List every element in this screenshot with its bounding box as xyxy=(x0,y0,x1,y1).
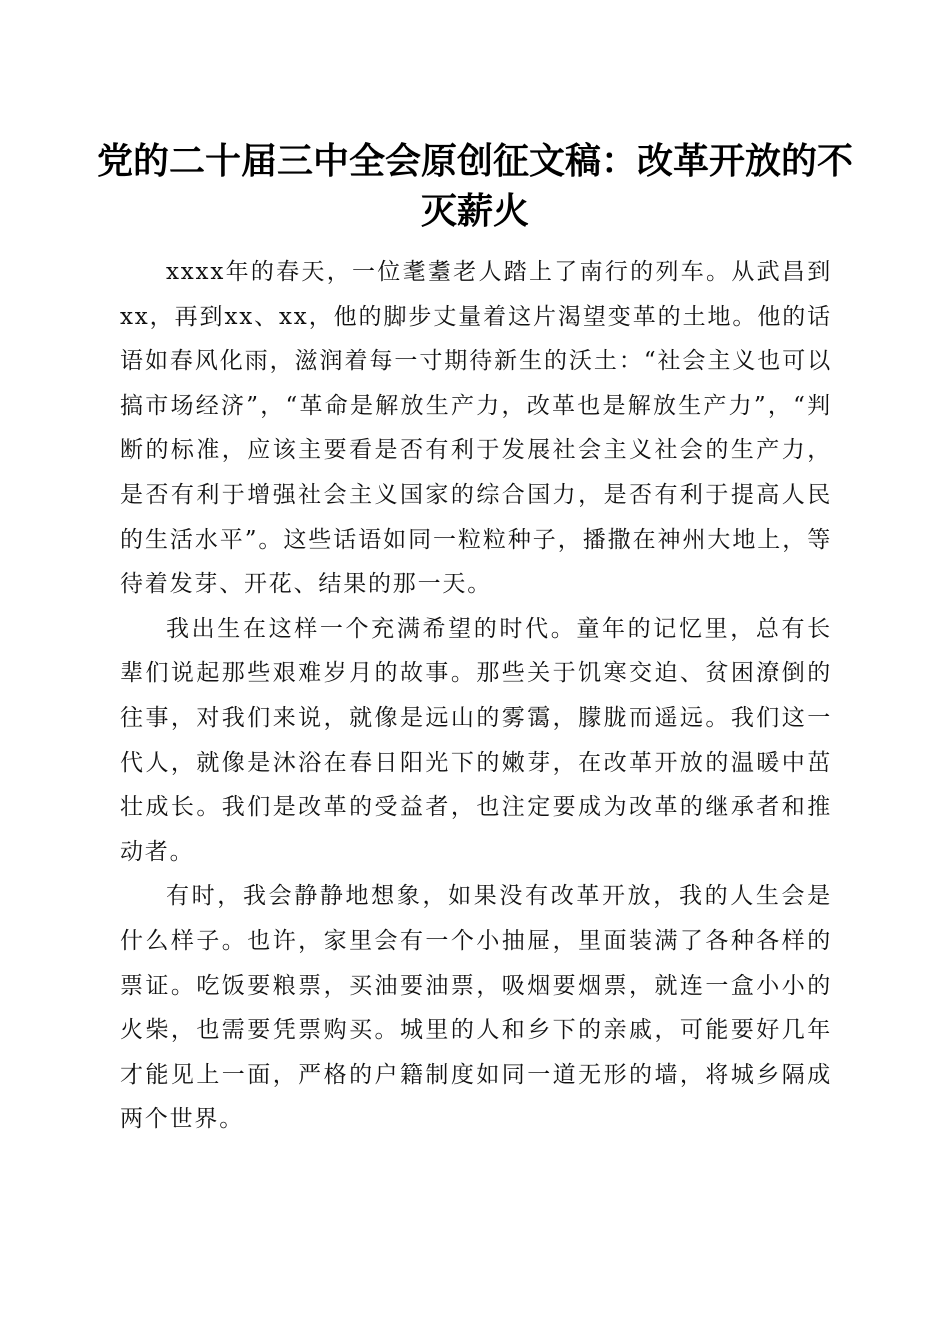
paragraph: xxxx年的春天，一位耄耋老人踏上了南行的列车。从武昌到xx，再到xx、xx，他的脚步丈量着这片渴望变革的土地。他的话语如春风化雨，滋润着每一寸期待新生的沃土：“社会主义也可以搞市场经济”，“革命是解放生产力，改革也是解放生产力”，“判断的标准，应该主要看是否有利于发展社会主义社会的生产力，是否有利于增强社会主义国家的综合国力，是否有利于提高人民的生活水平”。这些话语如同一粒粒种子，播撒在神州大地上，等待着发芽、开花、结果的那一天。 xyxy=(120,259,832,598)
paragraph: 有时，我会静静地想象，如果没有改革开放，我的人生会是什么样子。也许，家里会有一个小抽屉，里面装满了各种各样的票证。吃饭要粮票，买油要油票，吸烟要烟票，就连一盒小小的火柴，也需要凭票购买。城里的人和乡下的亲戚，可能要好几年才能见上一面，严格的户籍制度如同一道无形的墙，将城乡隔成两个世界。 xyxy=(120,883,832,1133)
document-body xyxy=(120,250,832,1142)
paragraph: 我出生在这样一个充满希望的时代。童年的记忆里，总有长辈们说起那些艰难岁月的故事。那些关于饥寒交迫、贫困潦倒的往事，对我们来说，就像是远山的雾霭，朦胧而遥远。我们这一代人，就像是沐浴在春日阳光下的嫩芽，在改革开放的温暖中茁壮成长。我们是改革的受益者，也注定要成为改革的继承者和推动者。 xyxy=(120,615,832,865)
document-title: 党的二十届三中全会原创征文稿：改革开放的不灭薪火 xyxy=(96,140,853,232)
